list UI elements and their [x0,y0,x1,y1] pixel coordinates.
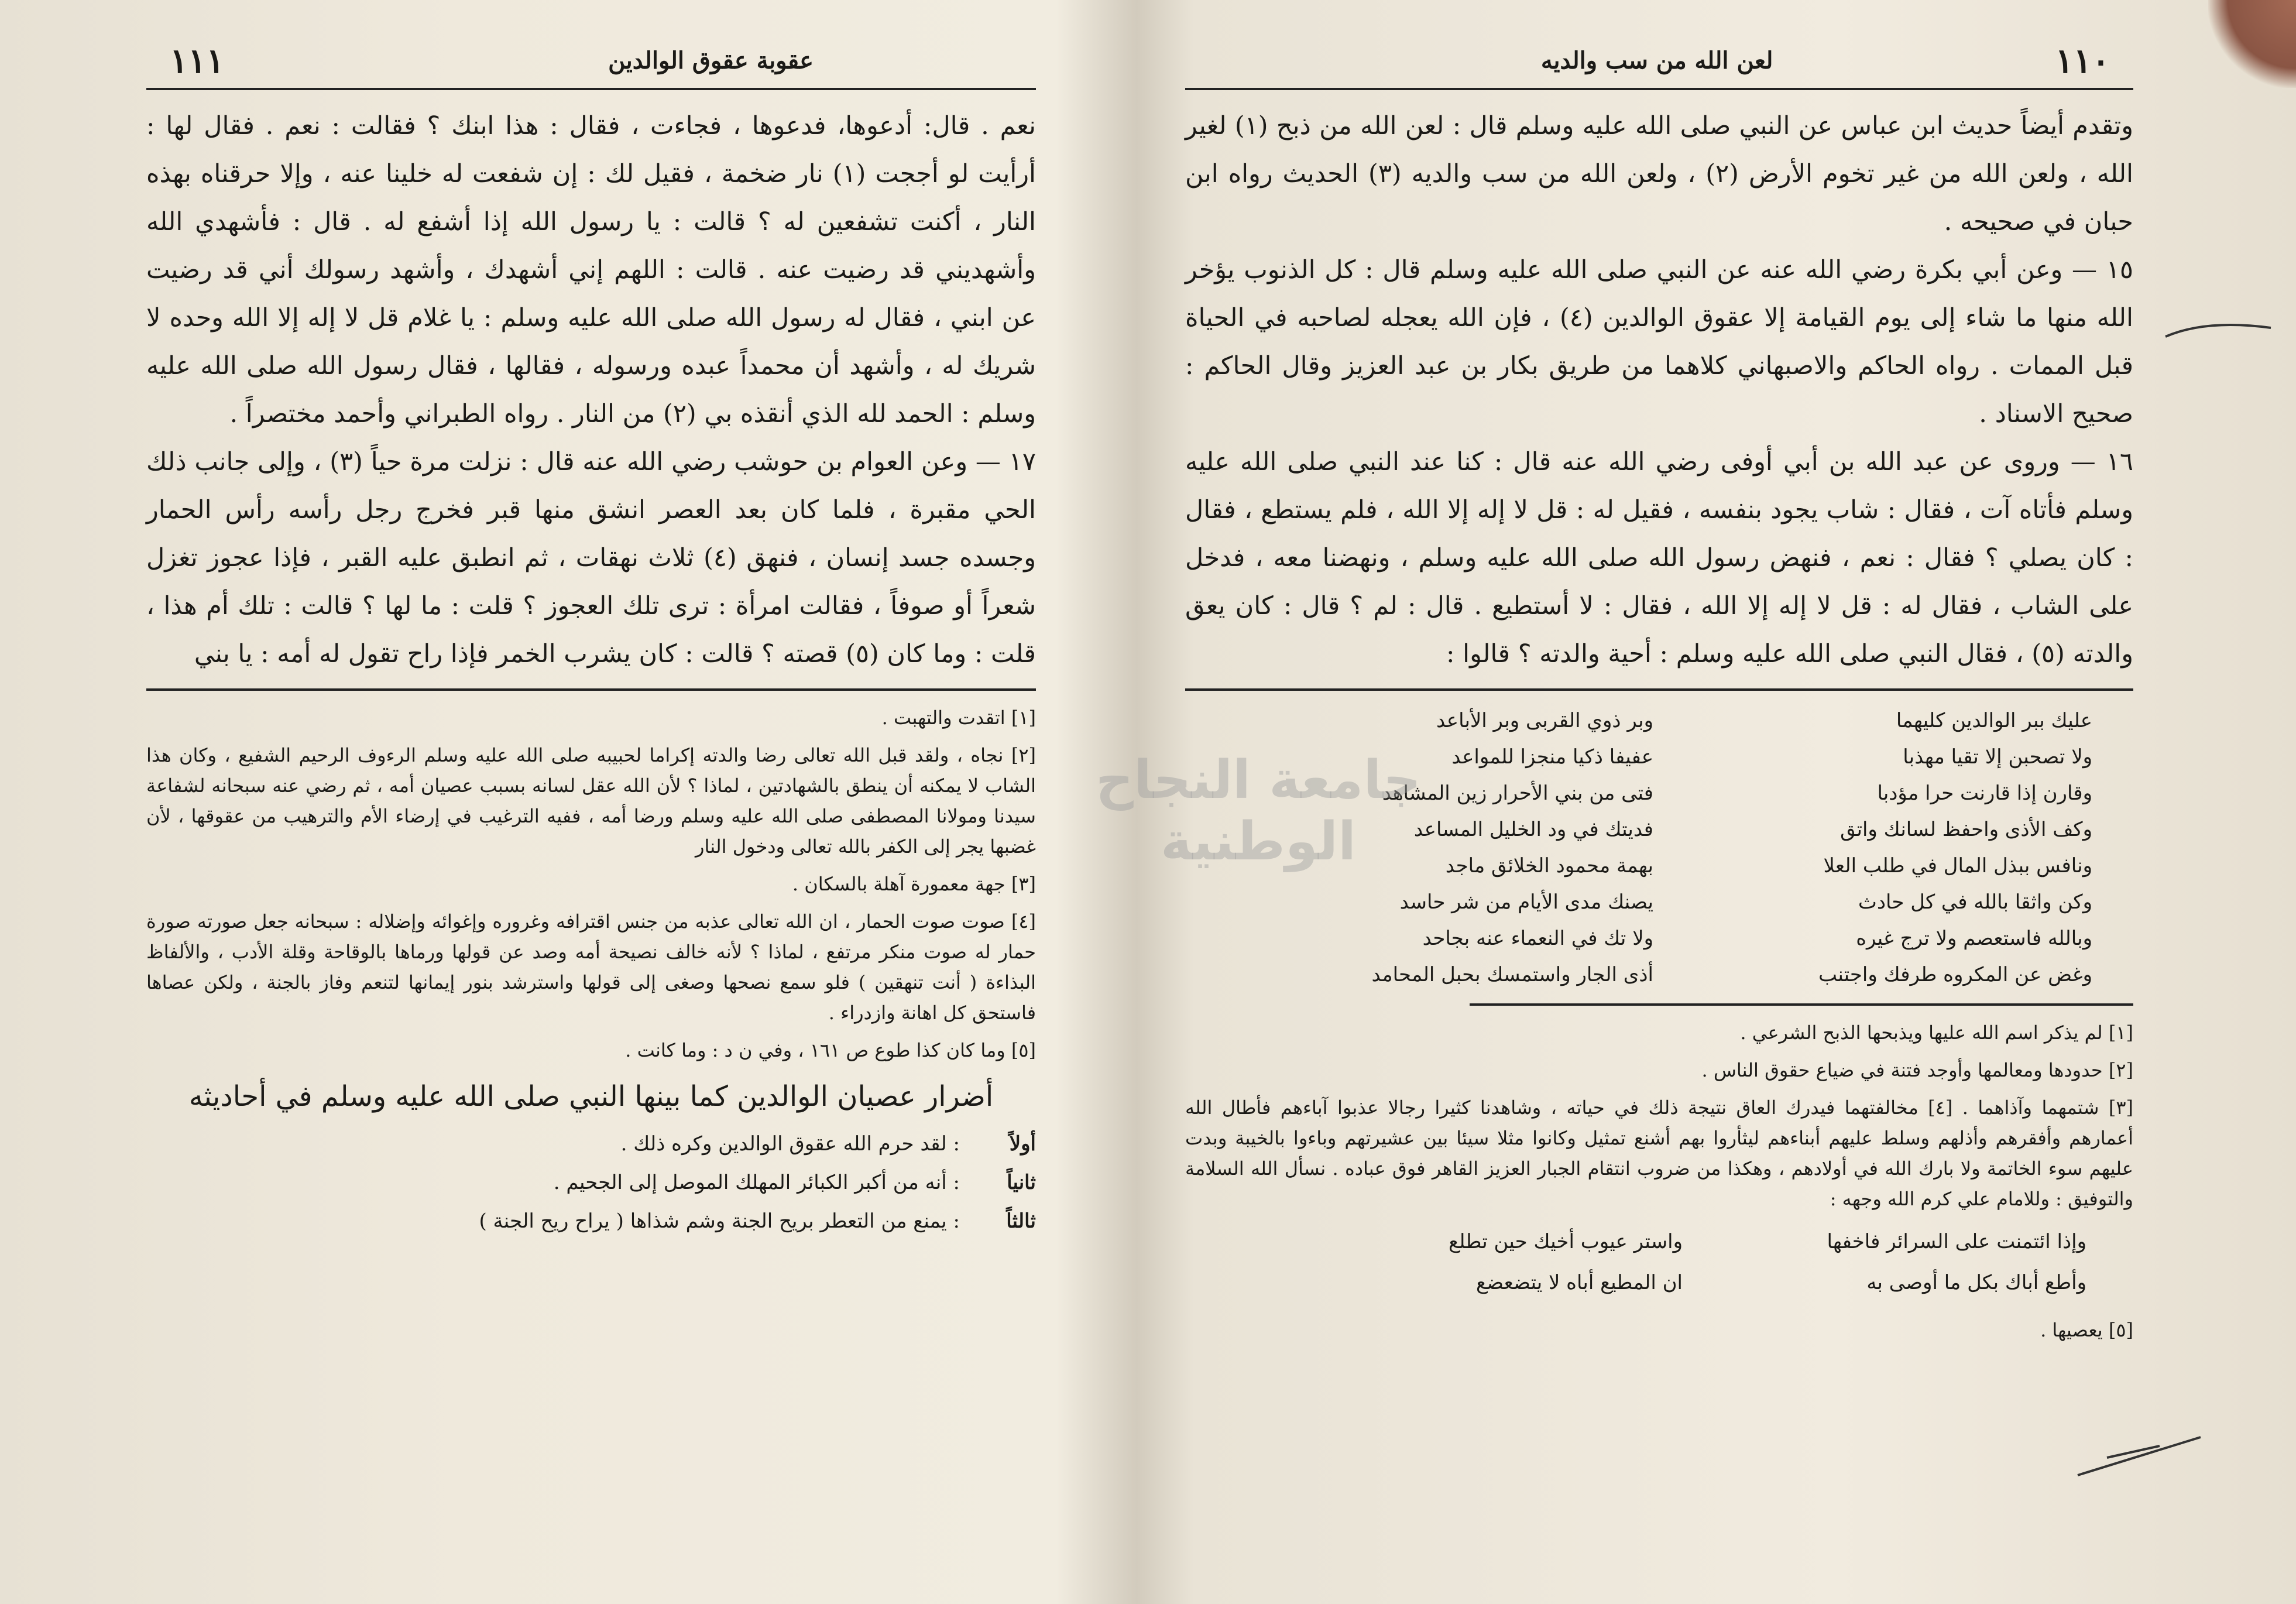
left-page [146,23,1036,1581]
left-page-body: نعم . قال: أدعوها، فدعوها ، فجاءت ، فقال : هذا ابنك ؟ فقالت : نعم . فقال لها : أرأيت لو أججت (١) نار ضخمة ، فقيل لك : إن شفعت له خلينا عنه ، وإلا حرقناه بهذه النار ، أكنت تشفعين له ؟ قالت : يا رسول الله إذا أشفع له . قال : فأشهدي الله وأشهديني قد رضيت عنه . قالت : اللهم إني أشهدك ، وأشهد رسولك أني قد رضيت عن ابني ، فقال له رسول الله صلى الله عليه وسلم : يا غلام قل لا إله إلا الله وحده لا شريك له ، وأشهد أن محمداً عبده ورسوله ، فقالها ، فقال رسول الله صلى الله عليه وسلم : الحمد لله الذي أنقذه بي (٢) من النار . رواه الطبراني وأحمد مختصراً . ١٧ — وعن العوام بن حوشب رضي الله عنه قال : نزلت مرة حياً (٣) ، وإلى جانب ذلك الحي مقبرة ، فلما كان بعد العصر انشق منها قبر فخرج رجل رأسه رأس الحمار وجسده جسد إنسان ، فنهق (٤) ثلاث نهقات ، ثم انطبق عليه القبر ، فإذا عجوز تغزل شعراً أو صوفاً ، فقالت امرأة : ترى تلك العجوز ؟ قلت : ما لها ؟ قالت : تلك أم هذا ، قلت : وما كان (٥) قصته ؟ قالت : كان يشرب الخمر فإذا راح تقول له أمه : يا بني [146,111,1037,669]
footnote: [٣] جهة معمورة آهلة بالسكان . [792,873,1036,895]
right-footnotes [1185,1017,2133,1214]
right-page-title: لعن الله من سب والديه [1540,47,1773,74]
verse-hemistich: وأطع أباك بكل ما أوصى به [1866,1271,2086,1294]
right-last-footnote [1185,1315,2133,1345]
harms-list [146,1125,1036,1240]
left-footnote-divider [146,688,1036,691]
section-title: أضرار عصيان الوالدين كما بينها النبي صلى الله عليه وسلم في أحاديثه [188,1080,994,1113]
right-page-body: وتقدم أيضاً حديث ابن عباس عن النبي صلى الله عليه وسلم قال : لعن الله من ذبح (١) لغير الله ، ولعن الله من غير تخوم الأرض (٢) ، ولعن الله من سب والديه (٣) الحديث رواه ابن حبان في صحيحه . ١٥ — وعن أبي بكرة رضي الله عنه عن النبي صلى الله عليه وسلم قال : كل الذنوب يؤخر الله منها ما شاء إلى يوم القيامة إلا عقوق الوالدين (٤) ، فإن الله يعجله لصاحبه في الحياة قبل الممات . رواه الحاكم والاصبهاني كلاهما من طريق بكار بن عبد العزيز وقال الحاكم : صحيح الاسناد . ١٦ — وروى عن عبد الله بن أبي أوفى رضي الله عنه قال : كنا عند النبي صلى الله عليه وسلم فأتاه آت ، فقال : شاب يجود بنفسه ، فقيل له : قل لا إله إلا الله ، فلم يستطع ، فقال : كان يصلي ؟ فقال : نعم ، فنهض رسول الله صلى الله عليه وسلم ، ونهضنا معه ، فدخل على الشاب ، فقال له : قل لا إله إلا الله ، فقال : لا أستطيع . قال : لم ؟ قال : كان يعق والدته (٥) ، فقال النبي صلى الله عليه وسلم : أحية والدته ؟ قالوا : [1185,111,2133,669]
footnote: [٥] وما كان كذا طوع ص ١٦١ ، وفي ن د : وما كانت . [625,1039,1036,1061]
pencil-mark [2160,301,2277,348]
footnote: [٣] شتمهما وآذاهما . [٤] مخالفتهما فيدرك العاق نتيجة ذلك في حياته ، وشاهدنا كثيرا رجالا عذبوا آباءهم فأطال الله أعمارهم وأفقرهم وأذلهم وسلط عليهم أبناءهم ليثأروا بهم أشنع تمثيل وكانوا مثلا سيئا بين عشيرتهم وباءوا بالخيبة وبدت عليهم سوء الخاتمة ولا بارك الله في أولادهم ، وهكذا من ضروب انتقام الجبار العزيز القاهر فوق عباده . نسأل الله السلامة والتوفيق : وللامام علي كرم الله وجهه : [1185,1096,2134,1210]
watermark: جامعة النجاح الوطنية [1096,749,1421,872]
harm-item [146,1202,1036,1240]
footnote: [١] لم يذكر اسم الله عليها ويذبحها الذبح الشرعي . [1740,1022,2133,1044]
right-text-divider [1185,688,2133,691]
ali-verse [1185,1221,2133,1303]
verse-hemistich: واستر عيوب أخيك حين تطلع [1449,1230,1683,1253]
verse-hemistich: وإذا ائتمنت على السرائر فاخفها [1827,1230,2086,1253]
right-footnote-divider [1470,1003,2133,1006]
verse-hemistich: ان المطيع أباه لا يتضعضع [1475,1271,1683,1294]
poem-hemistich: يصنك مدى الأيام من شر حاسد [1399,890,1653,914]
poem-hemistich: فتى من بني الأحرار زين المشاهد [1382,782,1653,805]
left-footnotes [146,702,1036,1065]
harm-item [146,1125,1036,1163]
poem-hemistich: عليك ببر الوالدين كليهما [1896,709,2092,732]
harm-text: : أنه من أكبر الكبائر المهلك الموصل إلى الجحيم . [553,1171,960,1194]
poem-hemistich: فديتك في ود الخليل المساعد [1413,818,1653,841]
poem-hemistich: ونافس ببذل المال في طلب العلا [1823,854,2092,878]
harm-text: : يمنع من التعطر بريح الجنة وشم شذاها ( يراح ريح الجنة ) [479,1209,960,1233]
poem-hemistich: أذى الجار واستمسك بحبل المحامد [1371,963,1653,986]
right-page-number: ١١٠ [2055,41,2110,81]
footnote: [٢] حدودها ومعالمها وأوجد فتنة في ضياع حقوق الناس . [1701,1059,2133,1081]
poem-hemistich: وكف الأذى واحفظ لسانك واتق [1840,818,2092,841]
harm-text: : لقد حرم الله عقوق الوالدين وكره ذلك . [620,1132,960,1156]
poem-hemistich: وقارن إذا قارنت حرا مؤدبا [1877,782,2092,805]
footnote: [٥] يعصيها . [2040,1319,2133,1341]
poem-hemistich: وبالله فاستعصم ولا ترج غيره [1856,927,2092,950]
poem-hemistich: ولا تك في النعماء عنه بجاحد [1422,927,1653,950]
harm-item [146,1163,1036,1202]
left-page-header [146,23,1036,90]
thumb [2208,0,2296,88]
left-page-number: ١١١ [170,41,225,81]
footnote: [٤] صوت صوت الحمار ، ان الله تعالى عذبه من جنس اقترافه وغروره وإغوائه وإضلاله : سبحانه جعل صورته صورة حمار له صوت منكر مرتفع ، لماذا ؟ لأنه خالف نصيحة أمه وصد عن قولها ورماها بالوقاحة وقلة الأدب ، والألفاظ البذاءة ( أنت تنهقين ) فلو سمع نصحها وصغى إلى قولها واسترشد بنور إيمانها لتنعم وفاز بالجنة ، ولكن عصاها فاستحق كل اهانة وازدراء . [146,910,1037,1024]
poem-hemistich: وكن واثقا بالله في كل حادث [1858,890,2092,914]
harm-label: ثالثاً [1006,1209,1036,1233]
poem-hemistich: ولا تصحبن إلا تقيا مهذبا [1903,745,2092,769]
footnote: [١] اتقدت والتهبت . [881,707,1036,729]
poem-hemistich: وغض عن المكروه طرفك واجتنب [1818,963,2092,986]
pencil-mark [2072,1428,2218,1493]
harm-label: ثانياً [1007,1171,1036,1194]
poem-hemistich: بهمة محمود الخلائق ماجد [1445,854,1653,878]
harm-label: أولاً [1009,1132,1036,1156]
footnote: [٢] نجاه ، ولقد قبل الله تعالى رضا والدته إكراما لحبيبه صلى الله عليه وسلم الرءوف الرحيم الشفيع ، وكان هذا الشاب لا يمكنه أن ينطق بالشهادتين ، لماذا ؟ لأن الله عقل لسانه بسبب عصيان أمه ، ثم رضي عنه سبحانه لشفاعة سيدنا ومولانا المصطفى صلى الله عليه وسلم ورضا أمه ، ففيه الترغيب في إرضاء الأم والترهيب من عقوقها ، لأن غضبها يجر إلى الكفر بالله تعالى ودخول النار [146,744,1036,858]
left-page-title: عقوبة عقوق الوالدين [608,47,814,74]
right-page-header [1185,23,2133,90]
poem-hemistich: عفيفا ذكيا منجزا للمواعد [1451,745,1653,769]
poem-hemistich: وبر ذوي القربى وبر الأباعد [1436,709,1653,732]
